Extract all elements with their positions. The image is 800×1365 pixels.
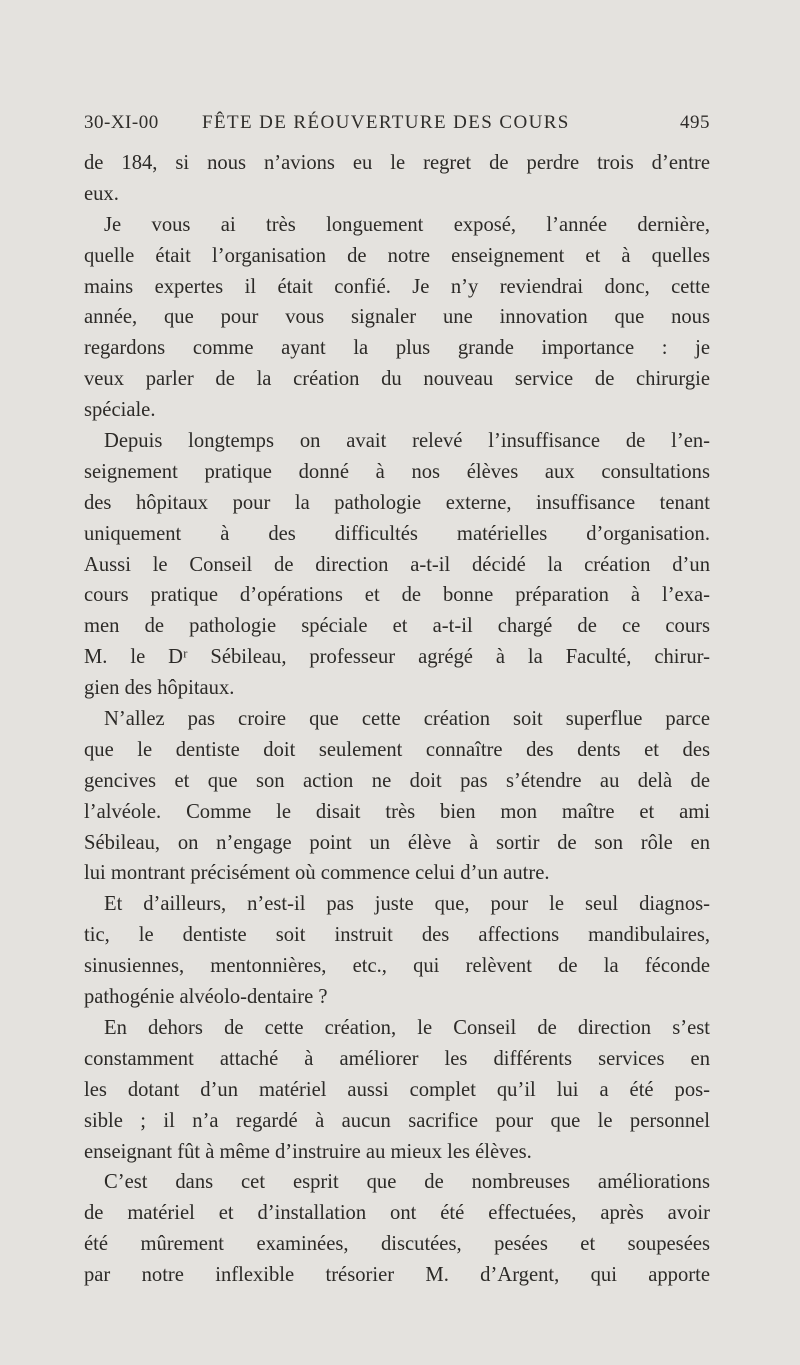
body-text (84, 148, 710, 1291)
text-line: Je vous ai très longuement exposé, l’année dernière, (104, 213, 710, 236)
text-line: année, que pour vous signaler une innovation que nous (84, 306, 710, 329)
text-line: seignement pratique donné à nos élèves aux consultations (84, 460, 710, 483)
text-line: spéciale. (84, 399, 156, 422)
text-line: Depuis longtemps on avait relevé l’insuffisance de l’en- (104, 430, 710, 453)
text-line: Et d’ailleurs, n’est-il pas juste que, pour le seul diagnos- (104, 893, 710, 916)
running-header (84, 112, 710, 142)
text-line: mains expertes il était confié. Je n’y reviendrai donc, cette (84, 275, 710, 298)
text-line: veux parler de la création du nouveau service de chirurgie (84, 368, 710, 391)
header-date: 30-XI-00 (84, 112, 159, 133)
text-line: N’allez pas croire que cette création soit superflue parce (104, 708, 710, 731)
text-line: été mûrement examinées, discutées, pesées et soupesées (84, 1233, 710, 1256)
text-line: par notre inflexible trésorier M. d’Argent, qui apporte (84, 1264, 710, 1287)
text-line: gien des hôpitaux. (84, 677, 235, 700)
text-line: constamment attaché à améliorer les différents services en (84, 1047, 710, 1070)
text-line: des hôpitaux pour la pathologie externe, insuffisance tenant (84, 491, 710, 514)
text-line: regardons comme ayant la plus grande importance : je (84, 337, 710, 360)
header-title: FÊTE DE RÉOUVERTURE DES COURS (202, 112, 570, 133)
text-line: Sébileau, on n’engage point un élève à sortir de son rôle en (84, 831, 710, 854)
text-line: En dehors de cette création, le Conseil de direction s’est (104, 1016, 710, 1039)
text-line: de 184, si nous n’avions eu le regret de perdre trois d’entre (84, 152, 710, 174)
text-line: sible ; il n’a regardé à aucun sacrifice pour que le personnel (84, 1109, 710, 1132)
text-line: enseignant fût à même d’instruire au mieux les élèves. (84, 1140, 532, 1163)
text-line: que le dentiste doit seulement connaître des dents et des (84, 738, 710, 761)
text-line: de matériel et d’installation ont été effectuées, après avoir (84, 1202, 710, 1225)
text-line: l’alvéole. Comme le disait très bien mon maître et ami (84, 800, 710, 823)
text-line: tic, le dentiste soit instruit des affections mandibulaires, (84, 924, 710, 947)
page-number: 495 (680, 112, 710, 133)
text-line: men de pathologie spéciale et a-t-il chargé de ce cours (84, 615, 710, 638)
text-line: eux. (84, 182, 119, 205)
text-line: gencives et que son action ne doit pas s’étendre au delà de (84, 769, 710, 792)
text-line: Aussi le Conseil de direction a-t-il décidé la création d’un (84, 553, 710, 576)
text-line: lui montrant précisément où commence celui d’un autre. (84, 862, 550, 885)
text-line: M. le Dʳ Sébileau, professeur agrégé à la Faculté, chirur- (84, 646, 710, 669)
text-line: C’est dans cet esprit que de nombreuses améliorations (104, 1171, 710, 1194)
text-line: pathogénie alvéolo-dentaire ? (84, 986, 328, 1009)
text-line: uniquement à des difficultés matérielles d’organisation. (84, 522, 710, 545)
text-line: sinusiennes, mentonnières, etc., qui relèvent de la féconde (84, 955, 710, 978)
text-line: quelle était l’organisation de notre enseignement et à quelles (84, 244, 710, 267)
text-line: cours pratique d’opérations et de bonne préparation à l’exa- (84, 584, 710, 607)
text-line: les dotant d’un matériel aussi complet qu’il lui a été pos- (84, 1078, 710, 1101)
